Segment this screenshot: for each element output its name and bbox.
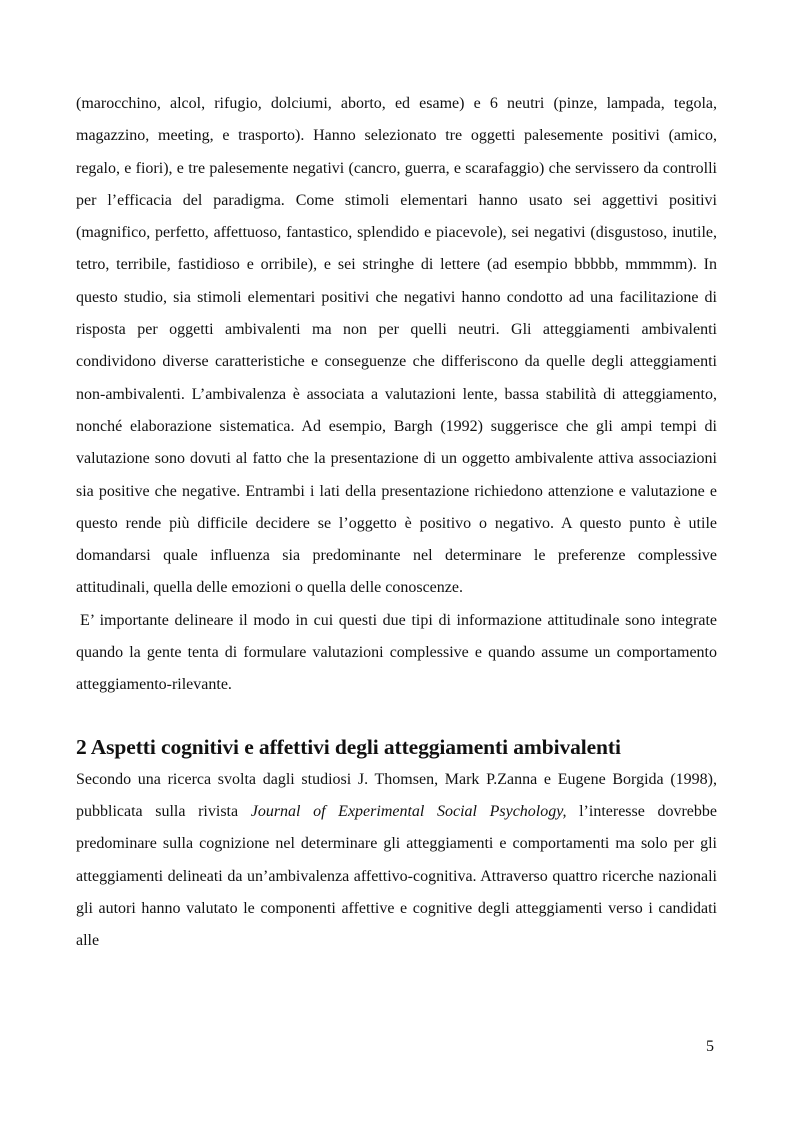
body-paragraph-2: E’ importante delineare il modo in cui questi due tipi di informazione attitudinale sono integrate quando la gente tenta di formulare valutazioni complessive e quando assume un comportamento atteggiamento-rilevante. [76,611,717,694]
page-number: 5 [706,1038,714,1055]
document-page [76,88,717,957]
section-paragraph-text-start: Secondo una ricerca svolta dagli studiosi J. Thomsen, Mark P.Zanna e Eugene Borgida (1998), pubblicata sulla rivista [76,770,717,820]
journal-title: Journal of Experimental Social Psychology, [250,802,567,820]
section-paragraph-text-end: l’interesse dovrebbe predominare sulla cognizione nel determinare gli atteggiamenti e comportamenti ma solo per gli atteggiamenti delineati da un’ambivalenza affettivo-cognitiva. Attraverso quattro ricerche nazionali gli autori hanno valutato le componenti affettive e cognitive degli atteggiamenti verso i candidati alle [76,802,718,950]
body-paragraph-1: (marocchino, alcol, rifugio, dolciumi, aborto, ed esame) e 6 neutri (pinze, lampada, tegola, magazzino, meeting, e trasporto). Hanno selezionato tre oggetti palesemente positivi (amico, regalo, e fiori), e tre palesemente negativi (cancro, guerra, e scarafaggio) che servissero da controlli per l’efficacia del paradigma. Come stimoli elementari hanno usato sei aggettivi positivi (magnifico, perfetto, affettuoso, fantastico, splendido e piacevole), sei negativi (disgustoso, inutile, tetro, terribile, fastidioso e orribile), e sei stringhe di lettere (ad esempio bbbbb, mmmmm). In questo studio, sia stimoli elementari positivi che negativi hanno condotto ad una facilitazione di risposta per oggetti ambivalenti ma non per quelli neutri. Gli atteggiamenti ambivalenti condividono diverse caratteristiche e conseguenze che differiscono da quelle degli atteggiamenti non-ambivalenti. L’ambivalenza è associata a valutazioni lente, bassa stabilità di atteggiamento, nonché elaborazione sistematica. Ad esempio, Bargh (1992) suggerisce che gli ampi tempi di valutazione sono dovuti al fatto che la presentazione di un oggetto ambivalente attiva associazioni sia positive che negative. Entrambi i lati della presentazione richiedono attenzione e valutazione e questo rende più difficile decidere se l’oggetto è positivo o negativo. A questo punto è utile domandarsi quale influenza sia predominante nel determinare le preferenze complessive attitudinali, quella delle emozioni o quella delle conoscenze. [76,95,717,597]
section-heading: 2 Aspetti cognitivi e affettivi degli atteggiamenti ambivalenti [76,734,621,759]
section-paragraph [76,764,717,958]
